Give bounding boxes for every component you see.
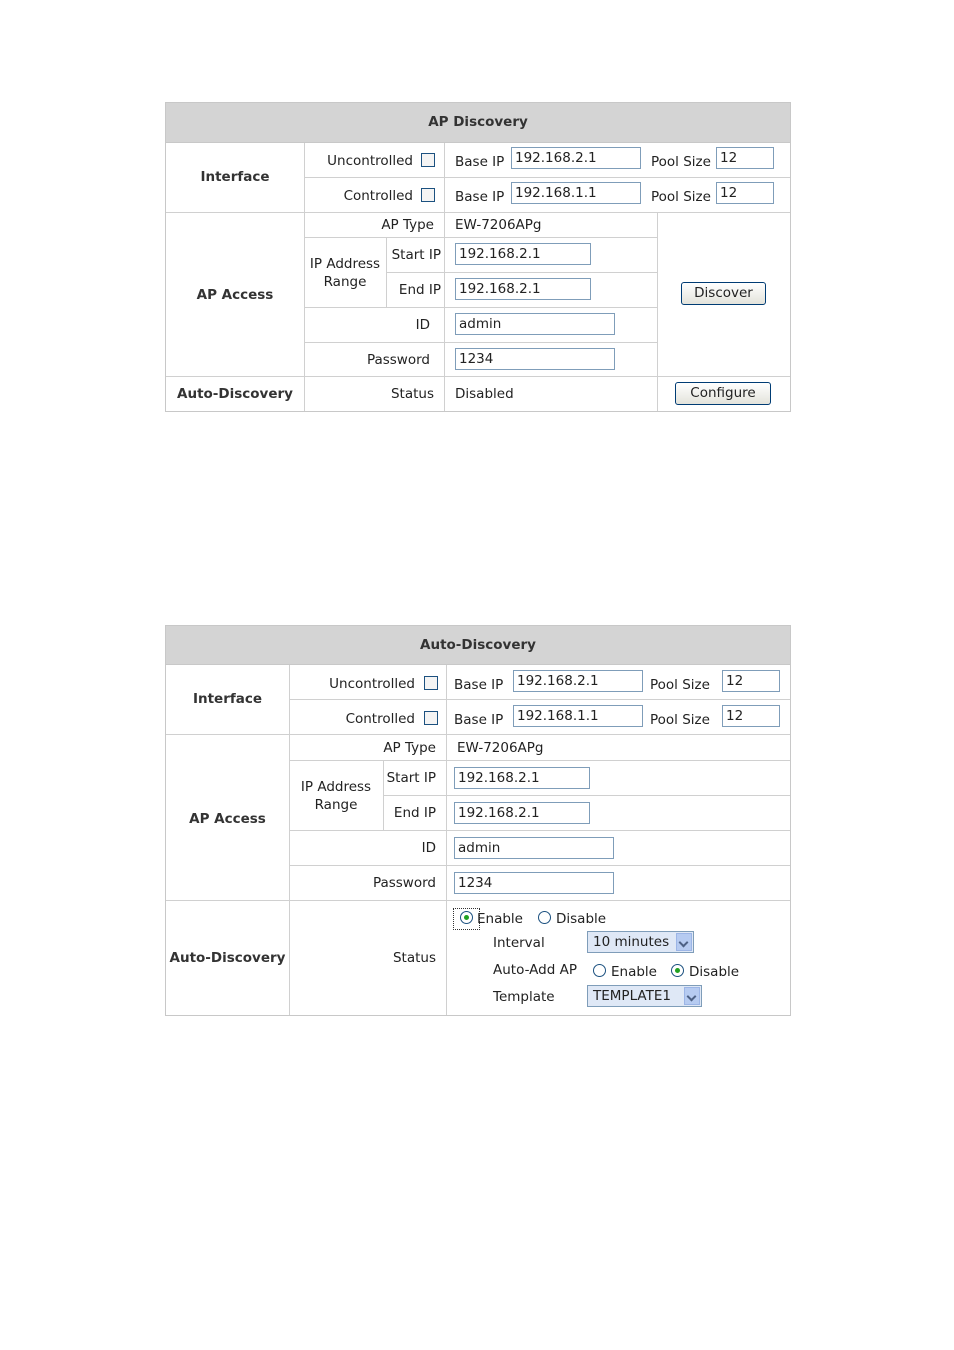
discover-button[interactable]: Discover [681, 282, 766, 305]
interval-label: Interval [493, 935, 545, 951]
controlled-base-ip-label: Base IP [454, 712, 504, 728]
auto-add-enable-label: Enable [611, 964, 657, 980]
controlled-pool-size-input[interactable]: 12 [716, 182, 774, 204]
uncontrolled-base-ip-label: Base IP [455, 154, 505, 170]
start-ip-input[interactable]: 192.168.2.1 [454, 767, 590, 789]
controlled-pool-size-label: Pool Size [650, 712, 710, 728]
controlled-label: Controlled [345, 711, 415, 727]
auto-add-disable-label: Disable [689, 964, 740, 980]
auto-discovery-panel [165, 625, 791, 1016]
end-ip-label: End IP [393, 805, 436, 821]
start-ip-label: Start IP [386, 770, 436, 786]
end-ip-input[interactable]: 192.168.2.1 [454, 802, 590, 824]
status-enable-radio[interactable] [460, 911, 473, 924]
uncontrolled-base-ip-label: Base IP [454, 677, 504, 693]
auto-add-ap-label: Auto-Add AP [493, 962, 577, 978]
password-label: Password [372, 875, 436, 891]
controlled-label: Controlled [343, 188, 413, 204]
ap-type-value: EW-7206APg [455, 217, 542, 233]
controlled-base-ip-label: Base IP [455, 189, 505, 205]
start-ip-label: Start IP [391, 247, 441, 263]
id-label: ID [421, 840, 436, 856]
start-ip-input[interactable]: 192.168.2.1 [455, 243, 591, 265]
auto-discovery-label: Auto-Discovery [177, 386, 293, 402]
auto-add-disable-radio[interactable] [671, 964, 684, 977]
controlled-pool-size-label: Pool Size [651, 189, 711, 205]
ip-range-label-line1: IP Address [300, 779, 372, 795]
ap-type-label: AP Type [381, 217, 434, 233]
uncontrolled-pool-size-input[interactable]: 12 [722, 670, 780, 692]
template-label: Template [493, 989, 555, 1005]
controlled-base-ip-input[interactable]: 192.168.1.1 [513, 705, 643, 727]
interval-select-value: 10 minutes [593, 934, 670, 950]
uncontrolled-pool-size-label: Pool Size [650, 677, 710, 693]
uncontrolled-checkbox[interactable] [421, 153, 435, 167]
controlled-base-ip-input[interactable]: 192.168.1.1 [511, 182, 641, 204]
interface-label: Interface [200, 169, 270, 185]
password-label: Password [366, 352, 430, 368]
template-select[interactable] [587, 985, 702, 1007]
interval-select[interactable] [587, 931, 694, 953]
ip-range-label-line2: Range [323, 274, 367, 290]
status-label: Status [390, 386, 434, 402]
uncontrolled-pool-size-input[interactable]: 12 [716, 147, 774, 169]
uncontrolled-checkbox[interactable] [424, 676, 438, 690]
panel-title: AP Discovery [166, 103, 790, 143]
status-label: Status [392, 950, 436, 966]
status-value: Disabled [455, 386, 514, 402]
configure-button[interactable]: Configure [675, 382, 771, 405]
ip-range-label-line2: Range [314, 797, 358, 813]
ap-access-label: AP Access [189, 811, 266, 827]
id-input[interactable]: admin [455, 313, 615, 335]
panel-title: Auto-Discovery [166, 626, 790, 665]
ap-access-label: AP Access [196, 287, 274, 303]
controlled-checkbox[interactable] [421, 188, 435, 202]
ap-discovery-panel [165, 102, 791, 412]
template-select-value: TEMPLATE1 [593, 988, 671, 1004]
chevron-down-icon [676, 933, 692, 951]
password-input[interactable]: 1234 [455, 348, 615, 370]
auto-discovery-label: Auto-Discovery [169, 950, 286, 966]
auto-add-enable-radio[interactable] [593, 964, 606, 977]
uncontrolled-base-ip-input[interactable]: 192.168.2.1 [513, 670, 643, 692]
end-ip-input[interactable]: 192.168.2.1 [455, 278, 591, 300]
uncontrolled-label: Uncontrolled [327, 153, 413, 169]
ip-range-label-line1: IP Address [309, 256, 381, 272]
chevron-down-icon [684, 987, 700, 1005]
ap-type-value: EW-7206APg [457, 740, 544, 756]
id-label: ID [415, 317, 430, 333]
id-input[interactable]: admin [454, 837, 614, 859]
uncontrolled-pool-size-label: Pool Size [651, 154, 711, 170]
controlled-pool-size-input[interactable]: 12 [722, 705, 780, 727]
uncontrolled-base-ip-input[interactable]: 192.168.2.1 [511, 147, 641, 169]
status-disable-label: Disable [556, 911, 607, 927]
uncontrolled-label: Uncontrolled [329, 676, 415, 692]
controlled-checkbox[interactable] [424, 711, 438, 725]
interface-label: Interface [192, 691, 263, 707]
password-input[interactable]: 1234 [454, 872, 614, 894]
status-enable-label: Enable [477, 911, 523, 927]
status-disable-radio[interactable] [538, 911, 551, 924]
end-ip-label: End IP [398, 282, 441, 298]
ap-type-label: AP Type [383, 740, 436, 756]
